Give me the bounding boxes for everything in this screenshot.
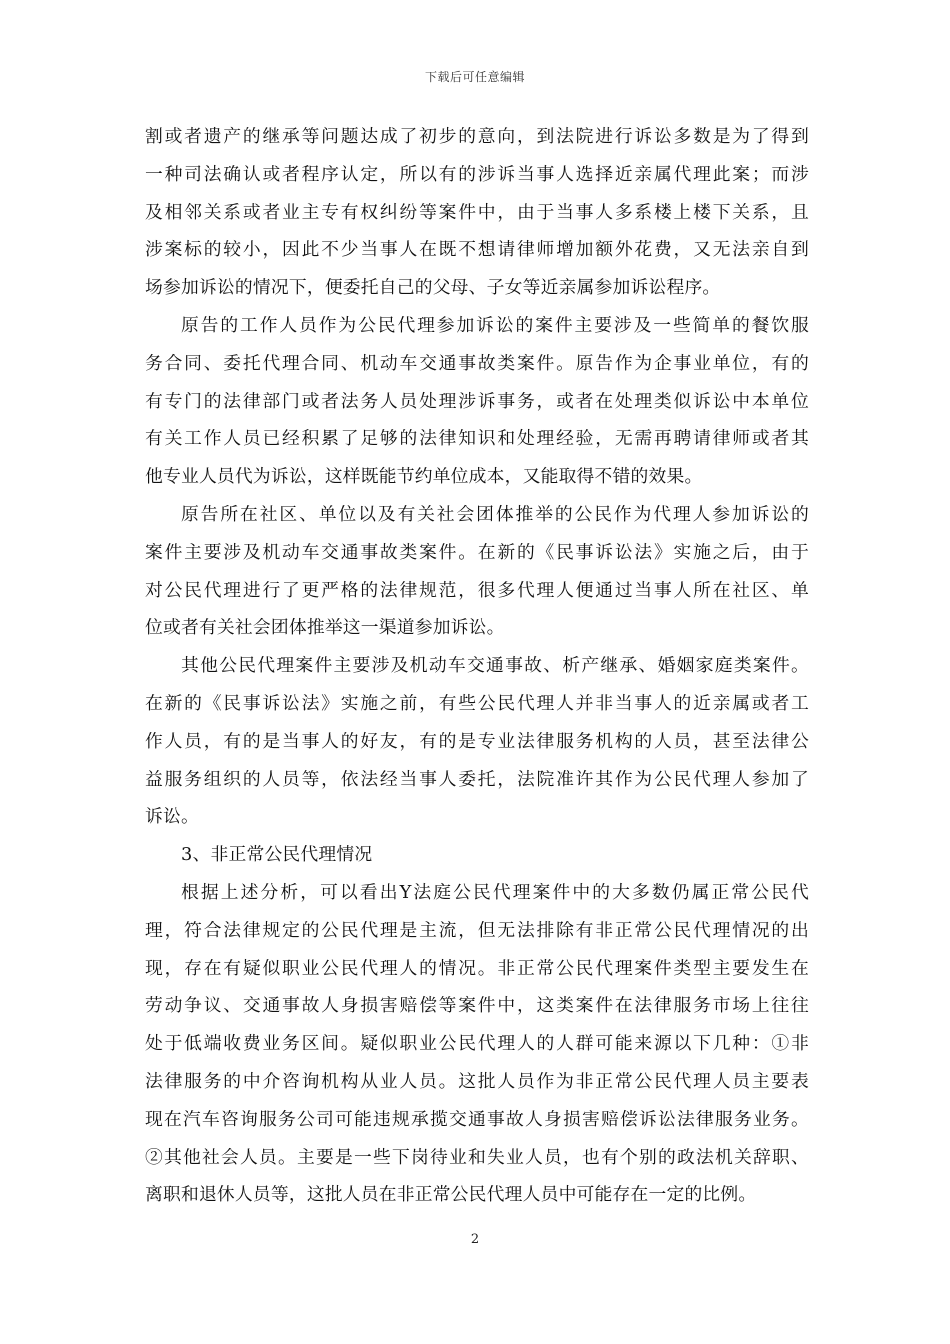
text-line: 作人员，有的是当事人的好友，有的是专业法律服务机构的人员，甚至法律公 [145, 730, 809, 752]
text-line: 原告所在社区、单位以及有关社会团体推举的公民作为代理人参加诉讼的 [181, 503, 809, 525]
text-line: 益服务组织的人员等，依法经当事人委托，法院准许其作为公民代理人参加了 [145, 768, 809, 790]
text-line: 理，符合法律规定的公民代理是主流，但无法排除有非正常公民代理情况的出 [145, 919, 809, 941]
text-line: 诉讼。 [145, 806, 199, 828]
text-line: 离职和退休人员等，这批人员在非正常公民代理人员中可能存在一定的比例。 [145, 1184, 757, 1206]
text-line: 割或者遗产的继承等问题达成了初步的意向，到法院进行诉讼多数是为了得到 [145, 126, 809, 147]
text-line: 处于低端收费业务区间。疑似职业公民代理人的人群可能来源以下几种：①非 [145, 1033, 809, 1055]
page-number: 2 [470, 1232, 480, 1247]
text-line: 其他公民代理案件主要涉及机动车交通事故、析产继承、婚姻家庭类案件。 [181, 655, 809, 677]
text-line: 法律服务的中介咨询机构从业人员。这批人员作为非正常公民代理人员主要表 [145, 1070, 809, 1092]
section-heading [145, 836, 809, 874]
text-line: 现，存在有疑似职业公民代理人的情况。非正常公民代理案件类型主要发生在 [145, 957, 809, 979]
text-line: 劳动争议、交通事故人身损害赔偿等案件中，这类案件在法律服务市场上往往 [145, 995, 809, 1017]
text-line: 务合同、委托代理合同、机动车交通事故类案件。原告作为企事业单位，有的 [145, 352, 809, 374]
heading-text: 3、非正常公民代理情况 [181, 844, 373, 866]
text-line: ②其他社会人员。主要是一些下岗待业和失业人员，也有个别的政法机关辞职、 [145, 1146, 809, 1168]
text-line: 有专门的法律部门或者法务人员处理涉诉事务，或者在处理类似诉讼中本单位 [145, 390, 809, 412]
text-line: 对公民代理进行了更严格的法律规范，很多代理人便通过当事人所在社区、单 [145, 579, 809, 601]
text-line: 原告的工作人员作为公民代理参加诉讼的案件主要涉及一些简单的餐饮服 [181, 314, 809, 336]
paragraph [145, 647, 809, 836]
document-body [145, 118, 809, 1214]
text-line: 场参加诉讼的情况下，便委托自己的父母、子女等近亲属参加诉讼程序。 [145, 277, 721, 299]
text-line: 根据上述分析，可以看出Y法庭公民代理案件中的大多数仍属正常公民代 [181, 881, 809, 903]
paragraph [145, 874, 809, 1214]
paragraph [145, 118, 809, 307]
text-line: 他专业人员代为诉讼，这样既能节约单位成本，又能取得不错的效果。 [145, 466, 703, 488]
text-line: 有关工作人员已经积累了足够的法律知识和处理经验，无需再聘请律师或者其 [145, 428, 809, 450]
paragraph [145, 307, 809, 496]
text-line: 及相邻关系或者业主专有权纠纷等案件中，由于当事人多系楼上楼下关系，且 [145, 201, 809, 223]
text-line: 现在汽车咨询服务公司可能违规承揽交通事故人身损害赔偿诉讼法律服务业务。 [145, 1108, 809, 1130]
text-line: 一种司法确认或者程序认定，所以有的涉诉当事人选择近亲属代理此案；而涉 [145, 163, 809, 185]
text-line: 案件主要涉及机动车交通事故类案件。在新的《民事诉讼法》实施之后，由于 [145, 541, 809, 563]
text-line: 涉案标的较小，因此不少当事人在既不想请律师增加额外花费，又无法亲自到 [145, 239, 809, 261]
text-line: 在新的《民事诉讼法》实施之前，有些公民代理人并非当事人的近亲属或者工 [145, 692, 809, 714]
page-header: 下载后可任意编辑 [424, 70, 525, 84]
text-line: 位或者有关社会团体推举这一渠道参加诉讼。 [145, 617, 505, 639]
paragraph [145, 496, 809, 647]
